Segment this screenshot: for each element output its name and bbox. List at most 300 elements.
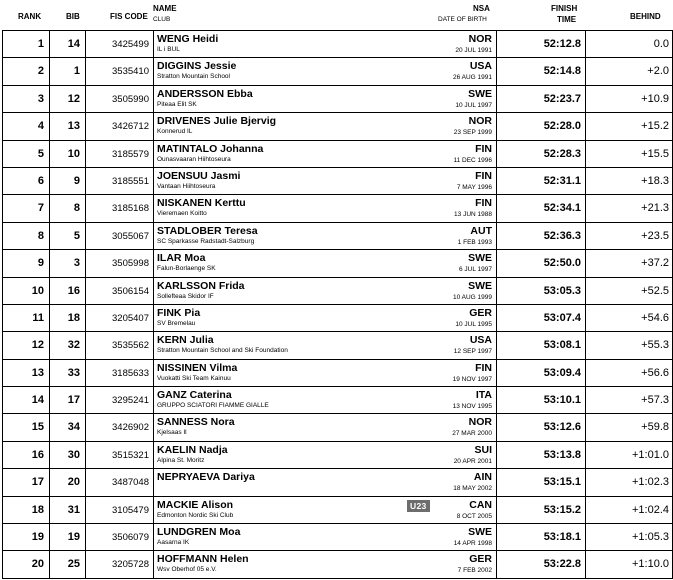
athlete-club: Stratton Mountain School	[157, 73, 230, 81]
rank-cell	[3, 113, 50, 139]
athlete-club: Falun-Borlaenge SK	[157, 265, 216, 273]
table-row	[3, 524, 673, 551]
athlete-name: DIGGINS Jessie	[157, 60, 237, 73]
bib: 13	[67, 120, 80, 133]
athlete-club: IL i BUL	[157, 46, 180, 53]
nsa-code: USA	[469, 60, 492, 73]
nsa-code: CAN	[469, 498, 492, 511]
finish-time-cell	[497, 414, 586, 440]
table-row	[3, 278, 673, 305]
behind-cell	[586, 332, 673, 358]
date-of-birth: 7 FEB 2002	[457, 567, 492, 575]
bib-cell	[50, 31, 86, 57]
date-of-birth: 12 SEP 1997	[453, 348, 492, 356]
bib-cell	[50, 58, 86, 84]
behind-cell	[586, 31, 673, 57]
finish-time: 52:14.8	[543, 65, 581, 78]
athlete-name: NEPRYAEVA Dariya	[157, 471, 255, 484]
athlete-cell	[154, 469, 497, 495]
header-fis-code: FIS CODE	[110, 12, 148, 21]
athlete-cell	[154, 278, 497, 304]
rank: 5	[37, 147, 44, 160]
athlete-club: Piteaa Elit SK	[157, 100, 197, 108]
athlete-cell	[154, 551, 497, 577]
athlete-name: SANNESS Nora	[157, 416, 235, 429]
athlete-name: KERN Julia	[157, 334, 214, 347]
fis-code: 3506079	[112, 532, 149, 544]
fis-code: 3515321	[112, 449, 149, 461]
fis-code: 3185579	[112, 148, 149, 160]
athlete-name: NISSINEN Vilma	[157, 361, 238, 374]
date-of-birth: 1 FEB 1993	[457, 238, 492, 246]
rank-cell	[3, 332, 50, 358]
athlete-cell	[154, 31, 497, 57]
nsa-code: SUI	[474, 443, 492, 456]
finish-time: 53:18.1	[543, 531, 581, 544]
behind-cell	[586, 195, 673, 221]
rank: 1	[37, 38, 44, 50]
header-club: CLUB	[153, 16, 171, 23]
bib-cell	[50, 113, 86, 139]
rank: 18	[31, 503, 44, 516]
finish-time-cell	[497, 469, 586, 495]
finish-time: 52:28.0	[543, 120, 581, 133]
finish-time-cell	[497, 141, 586, 167]
rank: 10	[31, 284, 44, 297]
behind-cell	[586, 524, 673, 550]
finish-time-cell	[497, 305, 586, 331]
nsa-code: SWE	[468, 526, 492, 539]
bib-cell	[50, 497, 86, 523]
fis-code-cell	[86, 497, 154, 523]
athlete-cell	[154, 442, 497, 468]
fis-code-cell	[86, 31, 154, 57]
rank: 15	[31, 421, 44, 434]
finish-time: 52:50.0	[543, 257, 581, 270]
fis-code: 3205728	[112, 559, 149, 571]
rank-cell	[3, 223, 50, 249]
date-of-birth: 10 JUL 1995	[455, 320, 492, 328]
bib-cell	[50, 223, 86, 249]
fis-code: 3487048	[112, 477, 149, 489]
time-behind: +57.3	[641, 394, 669, 407]
athlete-cell	[154, 195, 497, 221]
table-row	[3, 58, 673, 85]
bib: 16	[67, 284, 80, 297]
behind-cell	[586, 442, 673, 468]
rank: 20	[31, 558, 44, 571]
rank-cell	[3, 31, 50, 57]
behind-cell	[586, 278, 673, 304]
fis-code-cell	[86, 414, 154, 440]
fis-code-cell	[86, 524, 154, 550]
rank: 19	[31, 531, 44, 544]
table-row	[3, 168, 673, 195]
athlete-cell	[154, 524, 497, 550]
finish-time-cell	[497, 360, 586, 386]
athlete-club: Vieremaen Koitto	[157, 210, 207, 218]
bib: 32	[67, 339, 80, 352]
bib: 9	[73, 174, 80, 187]
athlete-club: Vuokatti Ski Team Kainuu	[157, 374, 231, 382]
athlete-club: Aasarna IK	[157, 539, 190, 547]
fis-code: 3425499	[112, 39, 149, 50]
nsa-code: NOR	[468, 416, 492, 429]
table-row	[3, 551, 673, 578]
finish-time: 52:12.8	[543, 38, 581, 50]
behind-cell	[586, 469, 673, 495]
behind-cell	[586, 141, 673, 167]
date-of-birth: 13 JUN 1988	[454, 211, 492, 219]
table-row	[3, 195, 673, 222]
bib-cell	[50, 86, 86, 112]
date-of-birth: 20 APR 2001	[453, 457, 492, 465]
nsa-code: GER	[469, 306, 492, 319]
date-of-birth: 20 JUL 1991	[455, 47, 492, 54]
fis-code: 3535562	[112, 340, 149, 352]
rank: 3	[37, 92, 44, 105]
bib-cell	[50, 141, 86, 167]
finish-time: 53:09.4	[543, 366, 581, 379]
bib: 18	[67, 311, 80, 324]
athlete-cell	[154, 332, 497, 358]
header-finish: FINISH	[551, 4, 578, 13]
nsa-code: ITA	[475, 389, 492, 402]
rank-cell	[3, 195, 50, 221]
athlete-cell	[154, 497, 497, 523]
behind-cell	[586, 168, 673, 194]
bib-cell	[50, 387, 86, 413]
finish-time-cell	[497, 195, 586, 221]
finish-time: 52:23.7	[543, 92, 581, 105]
nsa-code: NOR	[468, 115, 492, 128]
header-nsa: NSA	[473, 4, 490, 13]
finish-time-cell	[497, 58, 586, 84]
athlete-cell	[154, 113, 497, 139]
u23-badge: U23	[407, 500, 430, 512]
athlete-name: DRIVENES Julie Bjervig	[157, 115, 277, 128]
fis-code-cell	[86, 113, 154, 139]
athlete-cell	[154, 414, 497, 440]
rank: 13	[31, 366, 44, 379]
nsa-code: FIN	[475, 169, 492, 182]
behind-cell	[586, 86, 673, 112]
fis-code-cell	[86, 168, 154, 194]
behind-cell	[586, 497, 673, 523]
time-behind: +52.5	[641, 284, 669, 297]
rank-cell	[3, 414, 50, 440]
bib-cell	[50, 168, 86, 194]
date-of-birth: 8 OCT 2005	[456, 512, 492, 520]
bib: 5	[73, 229, 80, 242]
rank: 12	[31, 339, 44, 352]
rank-cell	[3, 524, 50, 550]
nsa-code: USA	[469, 334, 492, 347]
fis-code-cell	[86, 141, 154, 167]
behind-cell	[586, 387, 673, 413]
athlete-name: ANDERSSON Ebba	[157, 87, 253, 100]
finish-time: 53:13.8	[543, 448, 581, 461]
athlete-name: HOFFMANN Helen	[157, 553, 249, 566]
bib: 17	[67, 394, 80, 407]
table-row	[3, 469, 673, 496]
rank: 17	[31, 476, 44, 489]
fis-code: 3185168	[112, 203, 149, 215]
athlete-club: Edmonton Nordic Ski Club	[157, 511, 234, 519]
finish-time: 53:05.3	[543, 284, 581, 297]
athlete-club: Ounasvaaran Hiihtoseura	[157, 155, 231, 163]
athlete-name: GANZ Caterina	[157, 389, 232, 402]
finish-time: 52:34.1	[543, 202, 581, 215]
behind-cell	[586, 58, 673, 84]
nsa-code: NOR	[468, 33, 492, 45]
fis-code-cell	[86, 195, 154, 221]
header-time: TIME	[557, 15, 577, 24]
behind-cell	[586, 250, 673, 276]
behind-cell	[586, 414, 673, 440]
bib-cell	[50, 250, 86, 276]
finish-time-cell	[497, 168, 586, 194]
finish-time: 52:31.1	[543, 174, 581, 187]
rank-cell	[3, 58, 50, 84]
finish-time: 53:22.8	[543, 558, 581, 571]
finish-time-cell	[497, 442, 586, 468]
time-behind: +54.6	[641, 311, 669, 324]
finish-time-cell	[497, 551, 586, 577]
rank: 8	[37, 229, 44, 242]
athlete-club: GRUPPO SCIATORI FIAMME GIALLE	[157, 402, 269, 410]
rank: 4	[37, 120, 44, 133]
nsa-code: FIN	[475, 197, 492, 210]
athlete-club: Wsv Oberhof 05 e.V.	[157, 566, 217, 574]
athlete-name: FINK Pia	[157, 306, 201, 319]
time-behind: +59.8	[641, 421, 669, 434]
behind-cell	[586, 551, 673, 577]
rank-cell	[3, 387, 50, 413]
fis-code: 3185551	[112, 175, 149, 187]
athlete-cell	[154, 305, 497, 331]
fis-code-cell	[86, 551, 154, 577]
finish-time: 53:07.4	[543, 311, 581, 324]
finish-time: 52:36.3	[543, 229, 581, 242]
finish-time: 53:15.1	[543, 476, 581, 489]
finish-time: 53:12.6	[543, 421, 581, 434]
athlete-club: Kjelsaas Il	[157, 429, 187, 437]
time-behind: +1:10.0	[631, 558, 669, 571]
time-behind: +2.0	[647, 65, 669, 78]
rank: 6	[37, 174, 44, 187]
results-table	[2, 30, 673, 579]
fis-code: 3426902	[112, 422, 149, 434]
table-row	[3, 250, 673, 277]
date-of-birth: 11 DEC 1996	[453, 156, 492, 164]
table-row	[3, 414, 673, 441]
fis-code-cell	[86, 223, 154, 249]
table-row	[3, 387, 673, 414]
fis-code: 3426712	[112, 121, 149, 133]
fis-code-cell	[86, 305, 154, 331]
fis-code: 3295241	[112, 395, 149, 407]
athlete-name: LUNDGREN Moa	[157, 526, 241, 539]
athlete-name: JOENSUU Jasmi	[157, 169, 241, 182]
table-header	[0, 0, 673, 30]
bib-cell	[50, 442, 86, 468]
bib: 20	[67, 476, 80, 489]
date-of-birth: 13 NOV 1995	[452, 403, 492, 411]
time-behind: +1:01.0	[631, 448, 669, 461]
finish-time-cell	[497, 31, 586, 57]
nsa-code: AUT	[470, 224, 492, 237]
fis-code-cell	[86, 360, 154, 386]
time-behind: +23.5	[641, 229, 669, 242]
bib: 25	[67, 558, 80, 571]
athlete-cell	[154, 387, 497, 413]
bib-cell	[50, 414, 86, 440]
nsa-code: FIN	[475, 142, 492, 155]
fis-code-cell	[86, 250, 154, 276]
finish-time-cell	[497, 113, 586, 139]
rank: 9	[37, 257, 44, 270]
time-behind: 0.0	[653, 38, 669, 50]
date-of-birth: 6 JUL 1997	[458, 266, 492, 274]
fis-code: 3505990	[112, 93, 149, 105]
rank: 2	[37, 65, 44, 78]
fis-code-cell	[86, 86, 154, 112]
time-behind: +37.2	[641, 257, 669, 270]
finish-time-cell	[497, 86, 586, 112]
time-behind: +1:02.3	[631, 476, 669, 489]
header-bib: BIB	[66, 12, 80, 21]
athlete-cell	[154, 360, 497, 386]
athlete-club: Sollefteaa Skidor IF	[157, 292, 214, 300]
finish-time-cell	[497, 250, 586, 276]
fis-code: 3185633	[112, 367, 149, 379]
rank: 11	[32, 311, 44, 324]
finish-time: 53:15.2	[543, 503, 581, 516]
finish-time-cell	[497, 387, 586, 413]
table-row	[3, 305, 673, 332]
date-of-birth: 27 MAR 2000	[452, 430, 492, 438]
athlete-name: MACKIE Alison	[157, 498, 234, 511]
bib: 14	[67, 38, 80, 50]
header-rank: RANK	[18, 12, 42, 21]
athlete-name: KAELIN Nadja	[157, 443, 228, 456]
athlete-club: Vantaan Hiihtoseura	[157, 182, 216, 190]
table-row	[3, 442, 673, 469]
rank-cell	[3, 141, 50, 167]
athlete-cell	[154, 168, 497, 194]
time-behind: +56.6	[641, 366, 669, 379]
finish-time: 53:08.1	[543, 339, 581, 352]
rank-cell	[3, 305, 50, 331]
finish-time-cell	[497, 223, 586, 249]
time-behind: +15.5	[641, 147, 669, 160]
table-row	[3, 86, 673, 113]
athlete-club: Stratton Mountain School and Ski Foundation	[157, 347, 288, 355]
bib-cell	[50, 332, 86, 358]
behind-cell	[586, 223, 673, 249]
rank-cell	[3, 168, 50, 194]
nsa-code: SWE	[468, 252, 492, 265]
date-of-birth: 7 MAY 1996	[456, 183, 492, 191]
athlete-name: NISKANEN Kerttu	[157, 197, 246, 210]
fis-code: 3505998	[112, 258, 149, 270]
fis-code-cell	[86, 58, 154, 84]
time-behind: +18.3	[641, 174, 669, 187]
header-date-of-birth: DATE OF BIRTH	[438, 16, 487, 23]
fis-code: 3535410	[112, 66, 149, 78]
bib-cell	[50, 278, 86, 304]
finish-time: 52:28.3	[543, 147, 581, 160]
fis-code-cell	[86, 332, 154, 358]
athlete-name: WENG Heidi	[157, 33, 219, 45]
rank-cell	[3, 442, 50, 468]
bib-cell	[50, 469, 86, 495]
fis-code-cell	[86, 387, 154, 413]
rank-cell	[3, 497, 50, 523]
rank: 14	[31, 394, 44, 407]
finish-time: 53:10.1	[543, 394, 581, 407]
bib: 30	[67, 448, 80, 461]
rank: 7	[37, 202, 44, 215]
bib-cell	[50, 360, 86, 386]
athlete-club: Alpina St. Moritz	[157, 456, 205, 464]
fis-code-cell	[86, 442, 154, 468]
time-behind: +15.2	[641, 120, 669, 133]
athlete-cell	[154, 58, 497, 84]
header-behind: BEHIND	[630, 12, 661, 21]
bib: 19	[67, 531, 80, 544]
bib-cell	[50, 524, 86, 550]
table-row	[3, 223, 673, 250]
finish-time-cell	[497, 524, 586, 550]
athlete-cell	[154, 141, 497, 167]
finish-time-cell	[497, 332, 586, 358]
bib: 10	[67, 147, 80, 160]
table-row	[3, 497, 673, 524]
nsa-code: SWE	[468, 87, 492, 100]
bib: 34	[67, 421, 80, 434]
rank-cell	[3, 86, 50, 112]
fis-code: 3105479	[112, 504, 149, 516]
date-of-birth: 18 MAY 2002	[453, 485, 492, 493]
time-behind: +55.3	[641, 339, 669, 352]
table-row	[3, 31, 673, 58]
date-of-birth: 26 AUG 1991	[452, 74, 492, 82]
rank-cell	[3, 360, 50, 386]
bib: 33	[67, 366, 80, 379]
bib: 12	[67, 92, 80, 105]
fis-code-cell	[86, 278, 154, 304]
rank: 16	[31, 448, 44, 461]
time-behind: +10.9	[641, 92, 669, 105]
time-behind: +21.3	[641, 202, 669, 215]
date-of-birth: 23 SEP 1999	[453, 129, 492, 137]
rank-cell	[3, 551, 50, 577]
time-behind: +1:05.3	[631, 531, 669, 544]
behind-cell	[586, 360, 673, 386]
athlete-cell	[154, 250, 497, 276]
athlete-name: ILAR Moa	[157, 252, 206, 265]
nsa-code: SWE	[468, 279, 492, 292]
header-name: NAME	[153, 4, 177, 13]
behind-cell	[586, 305, 673, 331]
nsa-code: AIN	[473, 471, 492, 484]
table-row	[3, 141, 673, 168]
athlete-name: STADLOBER Teresa	[157, 224, 258, 237]
table-row	[3, 113, 673, 140]
athlete-cell	[154, 86, 497, 112]
